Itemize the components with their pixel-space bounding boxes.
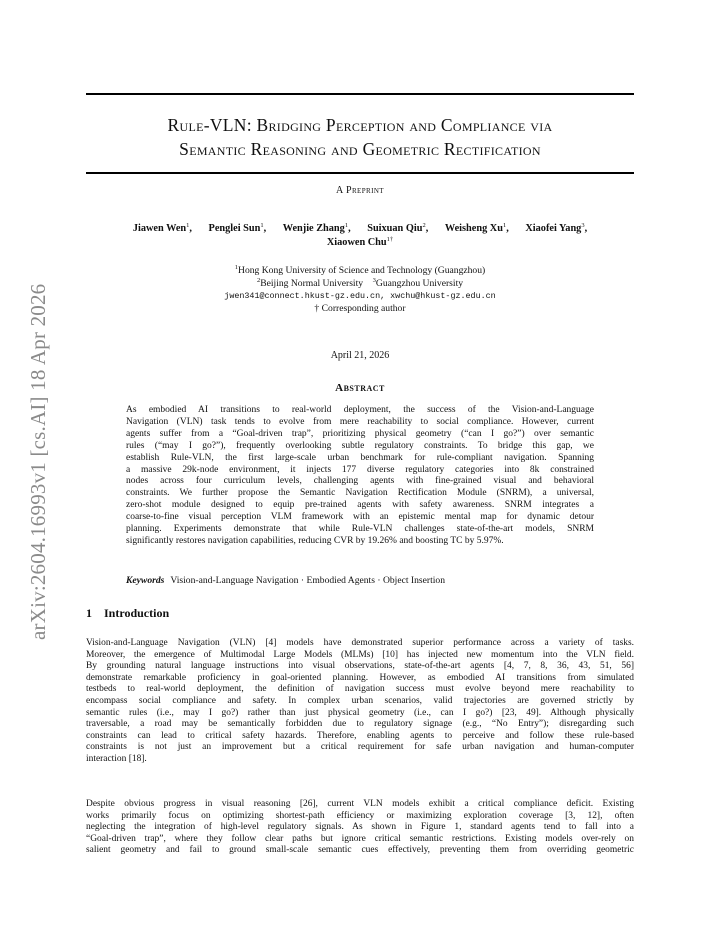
author-list: [86, 222, 634, 249]
author: Xiaofei Yang$^3$,: [525, 222, 588, 234]
title-line-2: Semantic Reasoning and Geometric Rectification: [179, 139, 541, 159]
arxiv-identifier: arXiv:2604.16993v1 [cs.AI] 18 Apr 2026: [26, 283, 50, 640]
corresponding-note: † Corresponding author: [314, 302, 406, 314]
body-line: encompass social compliance and safety. In complex urban scenarios, valid trajectories are governed strictly by: [86, 695, 634, 706]
keywords-label: Keywords: [126, 575, 165, 586]
abstract-line: coarse-to-fine visual perception VLM framework with an epistemic mental map for dynamic detour: [126, 512, 594, 523]
paper-title: [86, 113, 634, 161]
abstract-line: zero-shot module designed to equip pre-trained agents with safety awareness. SNRM integrates a: [126, 500, 594, 511]
keywords: [126, 575, 445, 586]
body-line: Despite obvious progress in visual reasoning [26], current VLN models exhibit a critical compliance deficit. Existing: [86, 799, 634, 809]
paragraph-1: [86, 638, 634, 766]
body-line: Moreover, the emergence of Multimodal Large Models (MLMs) [10] has injected new momentum into the VLN field.: [86, 649, 634, 660]
preprint-label: A Preprint: [336, 185, 384, 196]
abstract-line: planning. Experiments demonstrate that while Rule-VLN challenges state-of-the-art models, SNRM: [126, 524, 594, 535]
abstract-line: agents suffer from a “Goal-driven trap”, prioritizing physical geometry (“can I go?”) over semantic: [126, 428, 594, 439]
abstract-line: a massive 29k-node environment, it injects 177 diverse regulatory categories into 8k constrained: [126, 464, 594, 475]
body-line: demonstrate remarkable proficiency in goal-oriented planning. However, as embodied AI transitions from simulated: [86, 672, 634, 683]
bottom-rule: [86, 172, 634, 174]
author: Weisheng Xu$^1$,: [444, 222, 509, 234]
body-line: traversable, a road may be semantically forbidden due to regulatory signage (e.g., “No Entry”); disregarding such: [86, 719, 634, 730]
author: Wenjie Zhang$^1$,: [282, 222, 351, 234]
body-line: neglecting the integration of high-level regulatory signals. As shown in Figure 1, standard agents tend to fall into a: [86, 822, 634, 833]
body-line: works primarily focus on optimizing shortest-path efficiency or maximizing exploration coverage [3, 12], often: [86, 810, 634, 821]
body-line: constraints is not just an improvement but a critical requirement for safe urban navigation and human-computer: [86, 742, 634, 753]
abstract-line: Navigation (VLN) task tends to evolve from mere reachability to social compliance. However, current: [126, 416, 594, 427]
abstract-line: significantly restores navigation capabilities, reducing CVR by 19.26% and boosting TC by 5.97%.: [126, 535, 504, 546]
abstract-line: establish Rule-VLN, the first large-scale urban benchmark for rule-compliant navigation. Spanning: [126, 452, 594, 463]
body-line: Vision-and-Language Navigation (VLN) [4] models have demonstrated superior performance across a variety of tasks.: [86, 638, 634, 648]
title-line-1: Rule-VLN: Bridging Perception and Compliance via: [167, 115, 553, 135]
author: Jiawen Wen$^1$,: [132, 222, 192, 234]
section-title: Introduction: [104, 606, 170, 620]
abstract-line: constraints. We further propose the Semantic Navigation Rectification Module (SNRM), a universal,: [126, 488, 594, 499]
author: Suixuan Qiu$^2$,: [367, 222, 429, 234]
paragraph-2: [86, 799, 634, 857]
abstract-line: nodes across four curriculum levels, challenging agents with fine-grained visual and behavioral: [126, 476, 594, 487]
abstract-text: [126, 405, 594, 548]
body-line: By grounding natural language instructions into visual observations, state-of-the-art agents [4, 7, 8, 36, 43, 51, 56]: [86, 661, 634, 672]
body-line: semantic rules (i.e., may I go?) rather than just physical geometry (i.e., can I go?) [23, 49]. Although physically: [86, 707, 634, 718]
abstract-line: As embodied AI transitions to real-world deployment, the success of the Vision-and-Language: [126, 405, 594, 415]
author: Penglei Sun$^1$,: [208, 222, 267, 234]
section-heading: [86, 606, 169, 621]
affiliation-1: $^1$Hong Kong University of Science and Technology (Guangzhou): [234, 264, 486, 276]
body-line: “Goal-driven trap”, where they follow clear paths but ignore critical semantic restrictions. Existing models over-rely on: [86, 833, 634, 844]
body-line: interaction [18].: [86, 753, 147, 764]
body-line: testbeds to real-world deployment, the definition of navigation success must evolve beyond mere reachability to: [86, 684, 634, 695]
affiliations: [86, 265, 634, 315]
author: Xiaowen Chu$^{1\dagger}$: [326, 235, 394, 248]
affiliation-2-3: $^2$Beijing Normal University $^3$Guangzhou University: [256, 276, 464, 289]
abstract-heading: Abstract: [335, 382, 385, 394]
author-emails: jwen341@connect.hkust-gz.edu.cn, xwchu@hkust-gz.edu.cn: [224, 291, 496, 302]
top-rule: [86, 93, 634, 95]
paper-date: April 21, 2026: [330, 350, 390, 361]
abstract-line: rules (“may I go?”), frequently overlooking subtle regulatory constraints. To bridge this gap, we: [126, 440, 594, 451]
body-line: salient geometry and fail to ground small-scale semantic cues effectively, preventing them from overriding geometric: [86, 845, 634, 856]
keywords-text: Vision-and-Language Navigation · Embodied Agents · Object Insertion: [170, 575, 446, 586]
section-number: 1: [86, 606, 92, 620]
body-line: constraints can lead to critical safety hazards. Therefore, enabling agents to perceive and follow these rule-based: [86, 730, 634, 741]
